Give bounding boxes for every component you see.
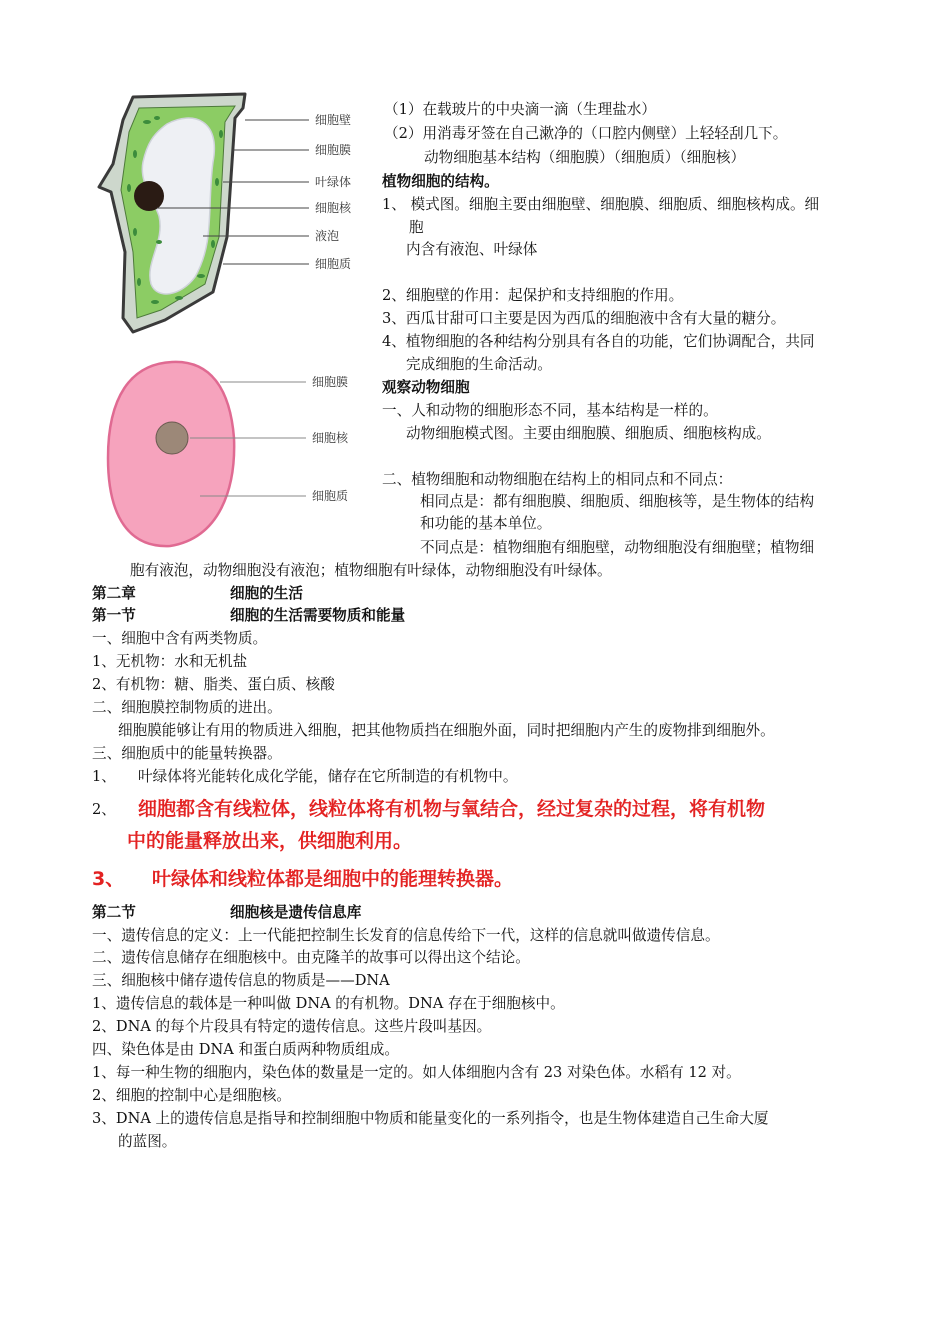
chapter-heading: 第二章: [92, 585, 136, 602]
text-line: 三、细胞核中储存遗传信息的物质是——DNA: [92, 972, 390, 989]
animal-label-1: 细胞核: [312, 431, 349, 445]
text-line: 完成细胞的生命活动。: [406, 356, 552, 373]
text-line: 二、植物细胞和动物细胞在结构上的相同点和不同点：: [382, 471, 733, 488]
plant-label-4: 液泡: [315, 229, 340, 243]
text-line: 1、遗传信息的载体是一种叫做 DNA 的有机物。DNA 存在于细胞核中。: [92, 995, 565, 1012]
plant-cell-figure: [95, 92, 375, 338]
nucleus: [134, 181, 164, 211]
text-line: 不同点是：植物细胞有细胞壁，动物细胞没有细胞壁；植物细: [420, 539, 815, 556]
text-line: 相同点是：都有细胞膜、细胞质、细胞核等，是生物体的结构: [420, 493, 815, 510]
plant-label-0: 细胞壁: [315, 113, 352, 127]
text-line: 动物细胞基本结构（细胞膜）（细胞质）（细胞核）: [424, 149, 746, 166]
section-heading: 植物细胞的结构。: [382, 173, 499, 190]
section-heading: 第一节: [92, 607, 136, 624]
section-heading: 第二节: [92, 904, 136, 921]
plant-label-3: 细胞核: [315, 201, 352, 215]
text-line: 4、植物细胞的各种结构分别具有各自的功能，它们协调配合，共同: [382, 333, 815, 350]
section-title: 细胞核是遗传信息库: [230, 904, 362, 921]
animal-label-0: 细胞膜: [312, 375, 349, 389]
highlight-line: 叶绿体和线粒体都是细胞中的能理转换器。: [152, 868, 514, 890]
text-line: 和功能的基本单位。: [420, 515, 552, 532]
text-line: 四、染色体是由 DNA 和蛋白质两种物质组成。: [92, 1041, 399, 1058]
text-line: （1）在载玻片的中央滴一滴（生理盐水）: [384, 101, 656, 118]
list-number: 3、: [92, 868, 125, 890]
text-line: 一、遗传信息的定义：上一代能把控制生长发育的信息传给下一代，这样的信息就叫做遗传信息。: [92, 927, 720, 944]
animal-label-2: 细胞质: [312, 489, 349, 503]
highlight-line: 中的能量释放出来，供细胞利用。: [127, 830, 413, 852]
text-line: （2）用消毒牙签在自己漱净的（口腔内侧壁）上轻轻刮几下。: [384, 125, 788, 142]
text-line: 1、 模式图。细胞主要由细胞壁、细胞膜、细胞质、细胞核构成。细: [382, 196, 820, 213]
plant-label-1: 细胞膜: [315, 143, 352, 157]
text-line: 的蓝图。: [118, 1133, 177, 1150]
text-line: 动物细胞模式图。主要由细胞膜、细胞质、细胞核构成。: [406, 425, 771, 442]
section-title: 细胞的生活需要物质和能量: [230, 607, 406, 624]
chapter-title: 细胞的生活: [230, 585, 303, 602]
text-line: 细胞膜能够让有用的物质进入细胞，把其他物质挡在细胞外面，同时把细胞内产生的废物排到细胞外。: [118, 722, 775, 739]
text-line: 2、细胞壁的作用：起保护和支持细胞的作用。: [382, 287, 684, 304]
list-number: 1、: [92, 768, 116, 785]
text-line: 1、无机物：水和无机盐: [92, 653, 248, 670]
text-line: 3、DNA 上的遗传信息是指导和控制细胞中物质和能量变化的一系列指令，也是生物体建造自己生命大厦: [92, 1110, 769, 1127]
animal-nucleus: [156, 422, 188, 454]
text-line: 2、DNA 的每个片段具有特定的遗传信息。这些片段叫基因。: [92, 1018, 492, 1035]
plant-label-5: 细胞质: [315, 257, 352, 271]
animal-cell-figure: [100, 358, 370, 550]
text-line: 二、遗传信息储存在细胞核中。由克隆羊的故事可以得出这个结论。: [92, 949, 530, 966]
plant-label-2: 叶绿体: [315, 175, 352, 189]
text-line: 胞有液泡，动物细胞没有液泡；植物细胞有叶绿体，动物细胞没有叶绿体。: [130, 562, 612, 579]
text-line: 叶绿体将光能转化成化学能，储存在它所制造的有机物中。: [138, 768, 518, 785]
text-line: 一、细胞中含有两类物质。: [92, 630, 268, 647]
text-line: 1、每一种生物的细胞内，染色体的数量是一定的。如人体细胞内含有 23 对染色体。水稻有 12 对。: [92, 1064, 741, 1081]
text-line: 三、细胞质中的能量转换器。: [92, 745, 282, 762]
text-line: 2、细胞的控制中心是细胞核。: [92, 1087, 292, 1104]
list-number: 2、: [92, 801, 116, 818]
text-line: 2、有机物：糖、脂类、蛋白质、核酸: [92, 676, 335, 693]
text-line: 二、细胞膜控制物质的进出。: [92, 699, 282, 716]
text-line: 胞: [409, 219, 424, 236]
section-heading: 观察动物细胞: [382, 379, 470, 396]
highlight-line: 细胞都含有线粒体，线粒体将有机物与氧结合，经过复杂的过程，将有机物: [138, 798, 766, 820]
text-line: 内含有液泡、叶绿体: [406, 241, 538, 258]
text-line: 一、人和动物的细胞形态不同，基本结构是一样的。: [382, 402, 718, 419]
text-line: 3、西瓜甘甜可口主要是因为西瓜的细胞液中含有大量的糖分。: [382, 310, 786, 327]
